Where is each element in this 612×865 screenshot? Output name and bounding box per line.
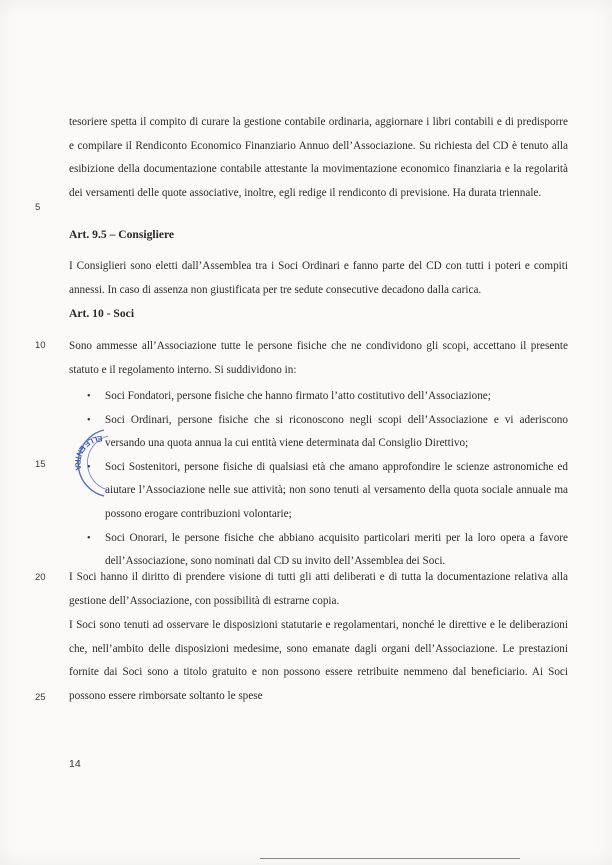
line-number-25: 25 [35, 692, 46, 703]
revenue-stamp-icon [70, 428, 110, 498]
stamp-text: ELLE ENTRA [72, 433, 103, 472]
paragraph-tesoriere: tesoriere spetta il compito di curare la gestione contabile ordinaria, aggiornare i libri contabili e di predisporre e compilare il Rendiconto Economico Finanziario Annuo dell’Associazione. Su richiesta del CD è tenuto alla esibizione della documentazione contabile attestante la movimentazione economico finanziaria e la regolarità dei versamenti delle quote associative, inoltre, egli redige il rendiconto di previsione. Ha durata triennale. [69, 116, 568, 199]
list-item-text: Soci Onorari, le persone fisiche che abbiano acquisito particolari meriti per la loro opera a favore dell’Associazione, sono nominati dal CD su invito dell’Assemblea dei Soci. [105, 531, 568, 568]
paragraph-consiglieri: I Consiglieri sono eletti dall’Assemblea tra i Soci Ordinari e fanno parte del CD con tutti i poteri e compiti annessi. In caso di assenza non giustificata per tre sedute consecutive decadono dalla carica. [69, 260, 568, 296]
list-item-text: Soci Ordinari, persone fisiche che si riconoscono negli scopi dell’Associazione e vi aderiscono versando una quota annua la cui entità viene determinata dal Consiglio Direttivo; [105, 413, 568, 450]
list-item-text: Soci Sostenitori, persone fisiche di qualsiasi età che amano approfondire le scienze astronomiche ed aiutare l’Associazione nelle sue attività; non sono tenuti al versamento della quota sociale annuale ma possono erogare contribuzioni volontarie; [105, 460, 568, 520]
paragraph-diritti-soci: I Soci hanno il diritto di prendere visione di tutti gli atti deliberati e di tutta la documentazione relativa alla gestione dell’Associazione, con possibilità di estrarne copia. [69, 571, 568, 607]
page-number: 14 [69, 758, 81, 770]
line-number-15: 15 [35, 459, 46, 470]
list-item [69, 385, 568, 409]
soci-list [69, 385, 568, 574]
line-number-5: 5 [35, 202, 41, 213]
line-number-20: 20 [35, 572, 46, 583]
bullet-icon: • [87, 414, 91, 426]
list-item [69, 456, 568, 527]
paragraph-soci-intro: Sono ammesse all’Associazione tutte le persone fisiche che ne condividono gli scopi, accettano il presente statuto e il regolamento interno. Si suddividono in: [69, 340, 568, 376]
scan-bottom-edge [260, 858, 520, 859]
bullet-icon: • [87, 391, 91, 402]
paragraph-doveri-soci: I Soci sono tenuti ad osservare le disposizioni statutarie e regolamentari, nonché le direttive e le deliberazioni che, nell’ambito delle disposizioni medesime, sono emanate dagli organi dell’Associazione. Le prestazioni fornite dai Soci sono a titolo gratuito e non possono essere retribuite nemmeno dal beneficiario. Ai Soci possono essere rimborsate soltanto le spese [69, 619, 568, 702]
bullet-icon: • [87, 532, 91, 544]
heading-art-10: Art. 10 - Soci [69, 307, 135, 320]
heading-art-9-5: Art. 9.5 – Consigliere [69, 228, 175, 241]
bullet-icon: • [87, 461, 91, 473]
list-item-text: Soci Fondatori, persone fisiche che hanno firmato l’atto costitutivo dell’Associazione; [105, 390, 491, 402]
line-number-10: 10 [35, 340, 46, 351]
list-item [69, 409, 568, 456]
